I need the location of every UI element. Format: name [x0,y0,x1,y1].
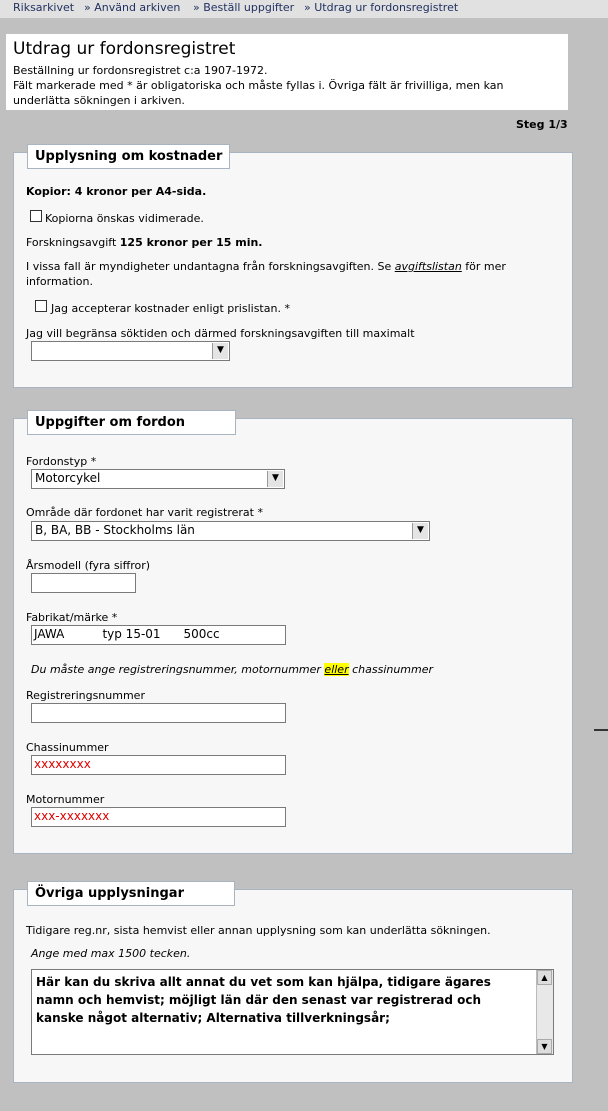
scroll-down-icon[interactable]: ▼ [537,1039,552,1054]
limit-label: Jag vill begränsa söktiden och därmed forskningsavgiften till maximalt [26,327,415,340]
chevron-down-icon: ▼ [212,343,228,359]
vehicle-type-label: Fordonstyp * [26,455,97,468]
reg-number-label: Registreringsnummer [26,689,145,702]
breadcrumb-riksarkivet[interactable]: Riksarkivet [13,1,75,14]
certify-checkbox[interactable] [30,210,42,222]
header-required-note: Fält markerade med * är obligatoriska och måste fyllas i. Övriga fält är frivilliga, men kan [13,79,504,92]
scroll-up-icon[interactable]: ▲ [537,970,552,985]
exempt-text: I vissa fall är myndigheter undantagna från forskningsavgiften. Se avgiftslistan för mer [26,260,506,273]
vehicle-legend: Uppgifter om fordon [27,410,236,435]
breadcrumb-bestall-uppgifter[interactable]: » Beställ uppgifter [193,1,295,14]
make-label: Fabrikat/märke * [26,611,118,624]
accept-costs-label: Jag accepterar kostnader enligt prislistan. * [51,302,290,315]
limit-select[interactable] [31,341,230,361]
breadcrumb-current: » Utdrag ur fordonsregistret [304,1,459,14]
area-label: Område där fordonet har varit registrerat * [26,506,263,519]
page-title: Utdrag ur fordonsregistret [13,39,236,59]
chassis-input[interactable]: xxxxxxxx [31,755,286,775]
costs-legend: Upplysning om kostnader [27,144,230,169]
number-hint: Du måste ange registreringsnummer, motornummer eller chassinummer [31,663,434,676]
page-header [6,34,568,110]
other-info-textarea[interactable]: Här kan du skriva allt annat du vet som kan hjälpa, tidigare ägares namn och hemvist; möjligt län där den senast var registrerad och kanske något alternativ; Alternativa tillverkningsår; ▲ ▼ [31,969,554,1055]
side-divider [594,729,608,731]
max-chars-note: Ange med max 1500 tecken. [31,947,191,960]
hint-highlight: eller [324,663,349,676]
chassis-label: Chassinummer [26,741,109,754]
make-input[interactable]: JAWA typ 15-01 500cc [31,625,286,645]
chevron-down-icon: ▼ [267,471,283,487]
year-input[interactable] [31,573,136,593]
breadcrumb-anvand-arkiven[interactable]: » Använd arkiven [84,1,181,14]
certify-label: Kopiorna önskas vidimerade. [45,212,204,225]
breadcrumb [0,0,608,18]
other-legend: Övriga upplysningar [27,881,235,906]
motor-input[interactable]: xxx-xxxxxxx [31,807,286,827]
step-indicator: Steg 1/3 [516,118,568,131]
chevron-down-icon: ▼ [412,523,428,539]
area-select[interactable]: B, BA, BB - Stockholms län ▼ [31,521,430,541]
reg-number-input[interactable] [31,703,286,723]
accept-costs-checkbox[interactable] [35,300,47,312]
header-description: Beställning ur fordonsregistret c:a 1907-1972. [13,64,268,77]
header-required-note-cont: underlätta sökningen i arkiven. [13,94,185,107]
motor-label: Motornummer [26,793,105,806]
other-description: Tidigare reg.nr, sista hemvist eller annan upplysning som kan underlätta sökningen. [26,924,491,937]
exempt-text-cont: information. [26,275,93,288]
research-fee: Forskningsavgift 125 kronor per 15 min. [26,236,263,249]
copies-price: Kopior: 4 kronor per A4-sida. [26,185,207,198]
year-label: Årsmodell (fyra siffror) [26,559,151,572]
fee-list-link[interactable]: avgiftslistan [394,260,462,273]
scrollbar[interactable] [536,970,553,1054]
vehicle-type-select[interactable]: Motorcykel ▼ [31,469,285,489]
